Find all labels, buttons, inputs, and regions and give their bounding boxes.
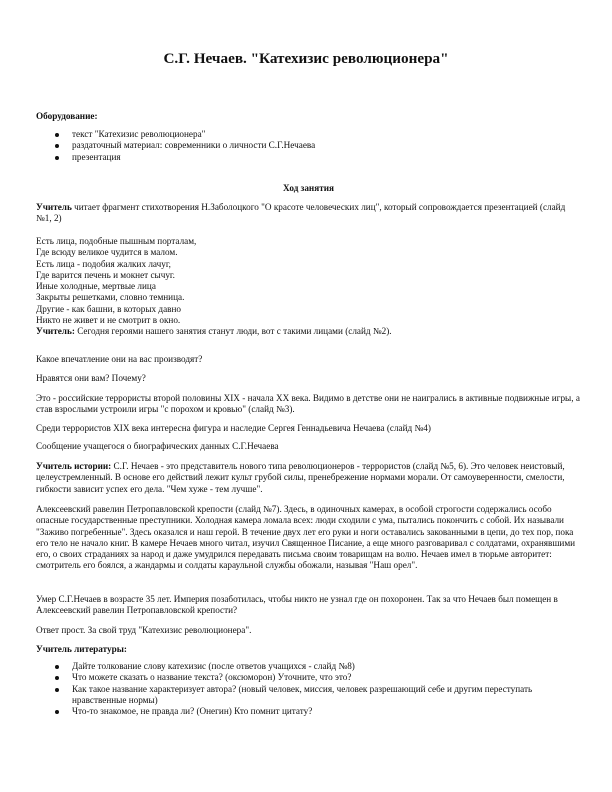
poem-line: Никто не живет и не смотрит в окно. xyxy=(36,315,181,326)
speaker-label: Учитель: xyxy=(36,326,75,337)
poem xyxy=(36,236,581,338)
literature-section xyxy=(36,644,581,655)
bullet-icon xyxy=(55,688,59,692)
poem-line: Закрыты решетками, словно темница. xyxy=(36,292,185,303)
question-2: Нравятся они вам? Почему? xyxy=(36,373,146,383)
poem-line: Иные холодные, мертвые лица xyxy=(36,281,156,292)
poem-line: Другие - как башни, в которых давно xyxy=(36,303,182,314)
intro-paragraph xyxy=(36,202,581,225)
history-text: С.Г. Нечаев - это представитель нового типа революционеров - террористов (слайд №5, 6). Это человек неистовый, целеустремленный. В основе его действий лежит культ грубой силы, пренебрежение нормами морали. От самоуверенности, смелости, гибкости зависит успех его дела. "Чем хуже - тем лучше". xyxy=(36,461,565,494)
report-paragraph: Сообщение учащегося о биографических данных С.Г.Нечаева xyxy=(36,441,279,451)
list-item: презентация xyxy=(36,152,581,163)
bullet-icon xyxy=(55,144,59,148)
speaker-label: Учитель истории: xyxy=(36,461,112,471)
bullet-icon xyxy=(55,133,59,137)
bullet-icon xyxy=(55,676,59,680)
terrorists-paragraph: Это - российские террористы второй половины XIX - начала XX века. Видимо в детстве они не наигрались в активные подвижные игры, а став взрослыми устроили игры "с порохом и кровью" (слайд №3). xyxy=(36,393,580,415)
lesson-heading: Ход занятия xyxy=(283,183,334,193)
bullet-icon xyxy=(55,156,59,160)
list-item: текст "Катехизис революционера" xyxy=(36,129,581,140)
literature-list xyxy=(36,661,581,717)
question-1: Какое впечатление они на вас производят? xyxy=(36,354,203,364)
intro-text: читает фрагмент стихотворения Н.Заболоцкого "О красоте человеческих лиц", который сопровождается презентацией (слайд №1, 2) xyxy=(36,202,566,224)
death-paragraph: Умер С.Г.Нечаев в возрасте 35 лет. Империя позаботилась, чтобы никто не узнал где он похоронен. Так за что Нечаев был помещен в Алексеевский равелин Петропавловской крепости? xyxy=(36,594,558,616)
poem-line: Где варится печень и мокнет сычуг. xyxy=(36,269,175,280)
equipment-heading: Оборудование: xyxy=(36,111,98,121)
equipment-section xyxy=(36,111,581,122)
list-item: раздаточный материал: современники о личности С.Г.Нечаева xyxy=(36,140,581,151)
list-item: Что можете сказать о название текста? (оксюморон) Уточните, что это? xyxy=(36,672,581,683)
teacher-line-text: Сегодня героями нашего занятия станут люди, вот с такими лицами (слайд №2). xyxy=(74,326,392,337)
poem-line: Где всюду великое чудится в малом. xyxy=(36,247,178,258)
speaker-label: Учитель xyxy=(36,202,72,212)
history-paragraph xyxy=(36,461,581,495)
list-item: Что-то знакомое, не правда ли? (Онегин) Кто помнит цитату? xyxy=(36,706,581,717)
bullet-icon xyxy=(55,665,59,669)
equipment-list xyxy=(36,129,581,163)
page-title: С.Г. Нечаев. "Катехизис революционера" xyxy=(163,50,449,67)
bullet-icon xyxy=(55,710,59,714)
ravelin-paragraph: Алексеевский равелин Петропавловской крепости (слайд №7). Здесь, в одиночных камерах, в особой строгости содержались особо опасные государственные преступники. Холодная камера ломала всех: люди сходили с ума, пытались покончить с собой. Их называли "Заживо погребенные". Здесь оказался и наш герой. В течение двух лет его руки и ноги оставались закованными в цепи, до тех пор, пока его тело не начало книг. В камере Нечаев много читал, изучил Священное Писание, а еще много разговаривал с солдатами, охранявшими его, о своих страданиях за народ и даже умудрился передавать письма своим товарищам на волю. Нечаев имел в тюрьме авторитет: смотритель его боялся, а жандармы и солдаты караульной службы обожали, называя "Наш орел". xyxy=(36,504,576,571)
poem-line: Есть лица, подобные пышным порталам, xyxy=(36,236,197,246)
answer-paragraph: Ответ прост. За свой труд "Катехизис революционера". xyxy=(36,625,252,635)
list-item: Как такое название характеризует автора? (новый человек, миссия, человек разрешающий себе и другим переступать нравственные нормы) xyxy=(36,684,581,707)
poem-line: Есть лица - подобия жалких лачуг, xyxy=(36,258,171,269)
list-item: Дайте толкование слову катехизис (после ответов учащихся - слайд №8) xyxy=(36,661,581,672)
literature-heading: Учитель литературы: xyxy=(36,644,127,654)
nechaev-paragraph: Среди террористов XIX века интересна фигура и наследие Сергея Геннадьевича Нечаева (слайд №4) xyxy=(36,423,431,433)
